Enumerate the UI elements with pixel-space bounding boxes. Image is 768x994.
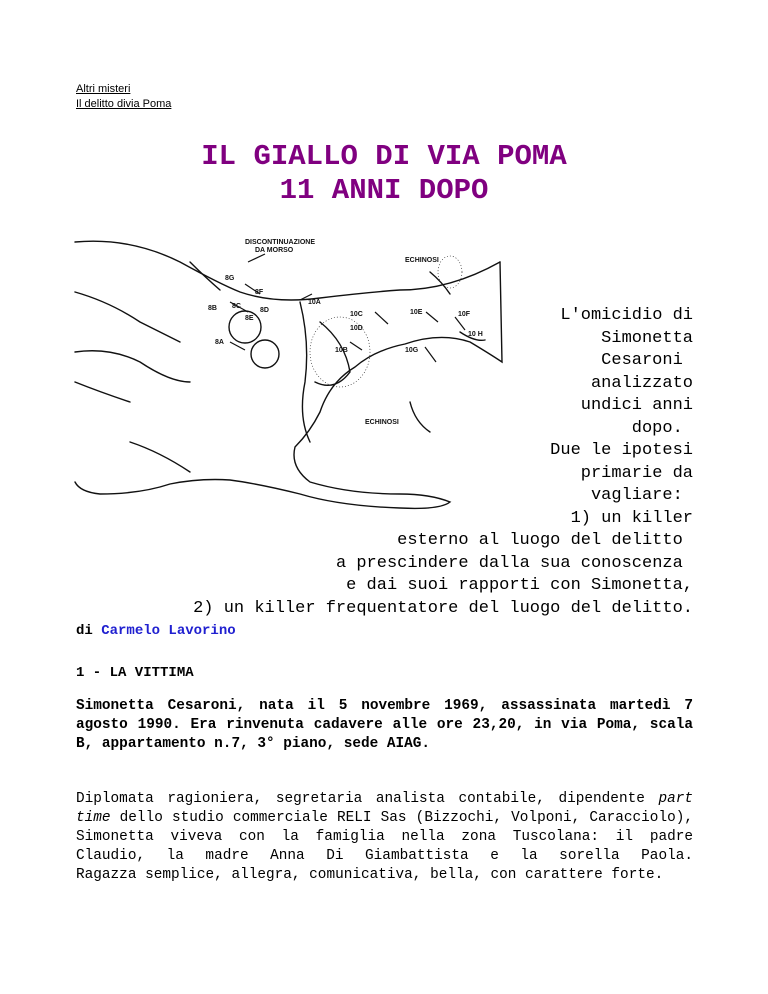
fig-label-echinosi-2: ECHINOSI <box>365 419 399 426</box>
fig-label-10g: 10G <box>405 347 419 354</box>
fig-label-10b: 10B <box>335 347 348 354</box>
intro-line: e dai suoi rapporti con Simonetta, <box>346 576 693 595</box>
fig-label-10c: 10C <box>350 311 363 318</box>
intro-line: undici anni <box>580 396 693 415</box>
breadcrumb <box>76 82 171 112</box>
intro-line: L'omicidio di <box>560 306 693 325</box>
emphasis: part time <box>76 791 693 826</box>
title-line-1: IL GIALLO DI VIA POMA <box>201 140 567 173</box>
title-line-2: 11 ANNI DOPO <box>279 174 489 207</box>
fig-label-10d: 10D <box>350 325 363 332</box>
fig-label-10f: 10F <box>458 311 471 318</box>
author-link[interactable]: Carmelo Lavorino <box>101 623 236 639</box>
fig-label-top: DISCONTINUAZIONE <box>245 239 315 246</box>
fig-label-10a: 10A <box>308 299 321 306</box>
body-p1: Diplomata ragioniera, segretaria analista contabile, dipendente part time dello studio commerciale RELI Sas (Bizzochi, Volponi, Caracciolo), Simonetta viveva con la famiglia nella zona Tuscolana: il padre Claudio, la madre Anna Di Giambattista e la sorella Paola. <box>76 791 693 864</box>
link-altri-misteri[interactable]: Altri misteri <box>76 83 131 95</box>
byline <box>76 623 236 639</box>
fig-label-8f: 8F <box>255 289 264 296</box>
body-p2: Ragazza semplice, allegra, comunicativa, bella, con carattere forte. <box>76 867 664 883</box>
intro-line: esterno al luogo del delitto <box>397 531 693 550</box>
section-heading: 1 - LA VITTIMA <box>76 665 194 681</box>
fig-label-8b: 8B <box>208 305 217 312</box>
fig-label-8c: 8C <box>232 303 241 310</box>
lead-paragraph: Simonetta Cesaroni, nata il 5 novembre 1969, assassinata martedì 7 agosto 1990. Era rinvenuta cadavere alle ore 23,20, in via Poma, scala B, appartamento n.7, 3° piano, sede AIAG. <box>76 698 693 752</box>
intro-line: Simonetta <box>601 328 693 348</box>
intro-line: Cesaroni <box>601 351 693 370</box>
intro-line: 2) un killer frequentatore del luogo del delitto. <box>193 598 693 618</box>
byline-prefix: di <box>76 623 93 639</box>
intro-line: Due le ipotesi <box>550 441 693 460</box>
fig-label-top2: DA MORSO <box>255 247 294 254</box>
fig-label-8e: 8E <box>245 315 254 322</box>
intro-line: analizzato <box>590 373 693 393</box>
intro-text <box>70 305 693 620</box>
body-paragraph <box>76 790 693 885</box>
fig-label-8a: 8A <box>215 339 224 346</box>
fig-label-10e: 10E <box>410 309 423 316</box>
fig-label-echinosi-1: ECHINOSI <box>405 257 439 264</box>
intro-line: dopo. <box>631 418 693 438</box>
page-title <box>0 140 768 208</box>
intro-line: a prescindere dalla sua conoscenza <box>335 553 693 573</box>
fig-label-10h: 10 H <box>468 331 483 338</box>
fig-label-8d: 8D <box>260 307 269 314</box>
intro-line: vagliare: <box>590 486 693 505</box>
fig-label-8g: 8G <box>225 275 235 282</box>
intro-line: primarie da <box>580 463 693 483</box>
link-delitto-via-poma[interactable]: Il delitto divia Poma <box>76 98 172 110</box>
intro-line: 1) un killer <box>570 508 693 528</box>
